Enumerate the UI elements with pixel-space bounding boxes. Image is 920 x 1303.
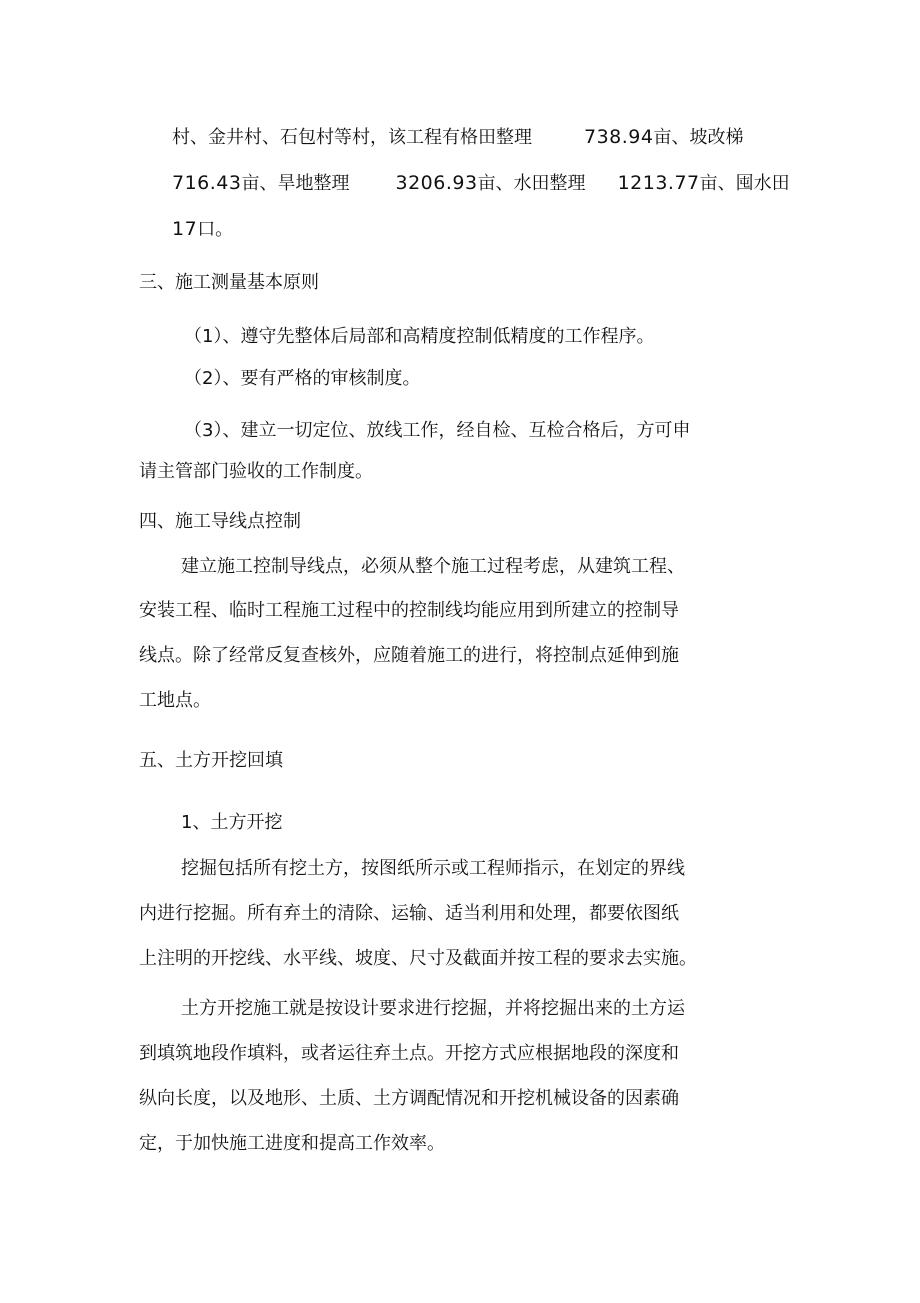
intro-line-2 (172, 170, 790, 197)
intro-number: 738.94 (584, 126, 654, 148)
section-3-item-2: （2）、要有严格的审核制度。 (184, 368, 421, 389)
section-3-heading: 三、施工测量基本原则 (139, 272, 319, 293)
section-5-para-2-line: 定，于加快施工进度和提高工作效率。 (139, 1133, 445, 1154)
intro-text: 亩、坡改梯 (653, 127, 744, 148)
section-4-para-line: 建立施工控制导线点，必须从整个施工过程考虑，从建筑工程、 (181, 556, 685, 577)
section-3-item-3-line-1: （3）、建立一切定位、放线工作，经自检、互检合格后，方可申 (184, 420, 691, 441)
section-3-item-3-line-2: 请主管部门验收的工作制度。 (139, 461, 373, 482)
intro-number: 17 (172, 218, 198, 240)
intro-text: 村、金井村、石包村等村，该工程有格田整理 (172, 127, 532, 148)
intro-line-1 (172, 124, 743, 151)
section-5-para-1-line: 挖掘包括所有挖土方，按图纸所示或工程师指示，在划定的界线 (181, 858, 685, 879)
section-5-para-1-line: 内进行挖掘。所有弃土的清除、运输、适当利用和处理，都要依图纸 (139, 903, 679, 924)
intro-number: 1213.77 (617, 172, 700, 194)
section-5-sub-1-heading: 1、土方开挖 (181, 812, 283, 833)
intro-text: 亩、旱地整理 (241, 173, 350, 194)
intro-text: 亩、囤水田 (699, 173, 790, 194)
intro-line-3 (172, 216, 233, 243)
section-5-para-1-line: 上注明的开挖线、水平线、坡度、尺寸及截面并按工程的要求去实施。 (139, 948, 697, 969)
section-4-para-line: 安装工程、临时工程施工过程中的控制线均能应用到所建立的控制导 (139, 600, 679, 621)
section-4-heading: 四、施工导线点控制 (139, 511, 301, 532)
section-4-para-line: 工地点。 (139, 690, 211, 711)
section-4-para-line: 线点。除了经常反复查核外，应随着施工的进行，将控制点延伸到施 (139, 645, 679, 666)
section-5-para-2-line: 到填筑地段作填料，或者运往弃土点。开挖方式应根据地段的深度和 (139, 1043, 679, 1064)
intro-number: 3206.93 (395, 172, 478, 194)
section-5-heading: 五、土方开挖回填 (139, 750, 283, 771)
intro-text: 口。 (197, 219, 234, 240)
section-3-item-1: （1）、遵守先整体后局部和高精度控制低精度的工作程序。 (184, 326, 655, 347)
intro-text: 亩、水田整理 (477, 173, 586, 194)
intro-number: 716.43 (172, 172, 242, 194)
section-5-para-2-line: 纵向长度，以及地形、土质、土方调配情况和开挖机械设备的因素确 (139, 1088, 679, 1109)
section-5-para-2-line: 土方开挖施工就是按设计要求进行挖掘，并将挖掘出来的土方运 (181, 998, 685, 1019)
